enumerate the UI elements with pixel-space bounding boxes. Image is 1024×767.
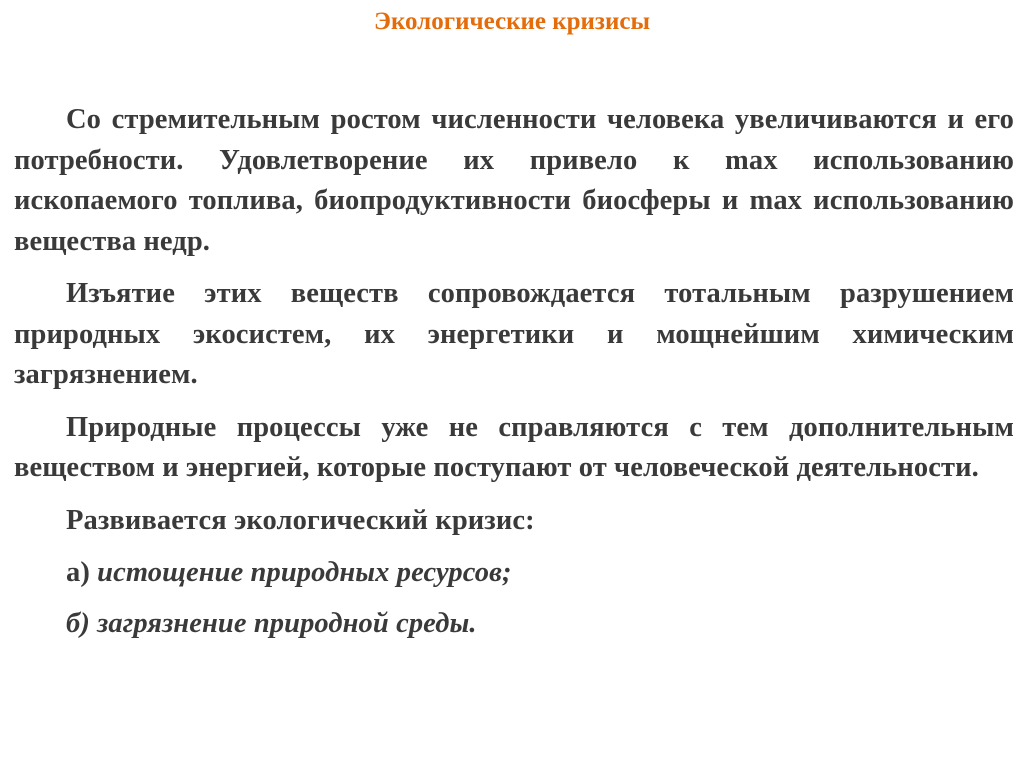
paragraph-ecosystem-destruction: Изъятие этих веществ сопровождается тотальным разрушением природных экосистем, их энергетики и мощнейшим химическим загрязнением.	[14, 278, 1014, 390]
list-item-resource-depletion	[14, 553, 1014, 594]
list-item-marker: а)	[66, 557, 98, 588]
paragraph-natural-processes: Природные процессы уже не справляются с тем дополнительным веществом и энергией, которые поступают от человеческой деятельности.	[14, 411, 1014, 483]
list-item-text: истощение природных ресурсов;	[97, 557, 512, 588]
paragraph-population-growth: Со стремительным ростом численности человека увеличиваются и его потребности. Удовлетворение их привело к max использованию ископаемого топлива, биопродуктивности биосферы и max использованию вещества недр.	[14, 104, 1014, 257]
slide-title: Экологические кризисы	[373, 8, 650, 35]
slide-body	[14, 100, 1014, 654]
list-item-text: загрязнение природной среды.	[97, 607, 477, 639]
list-item-pollution	[14, 604, 1014, 645]
list-item-marker: б)	[66, 607, 98, 639]
paragraph-crisis-intro: Развивается экологический кризис:	[66, 504, 535, 536]
